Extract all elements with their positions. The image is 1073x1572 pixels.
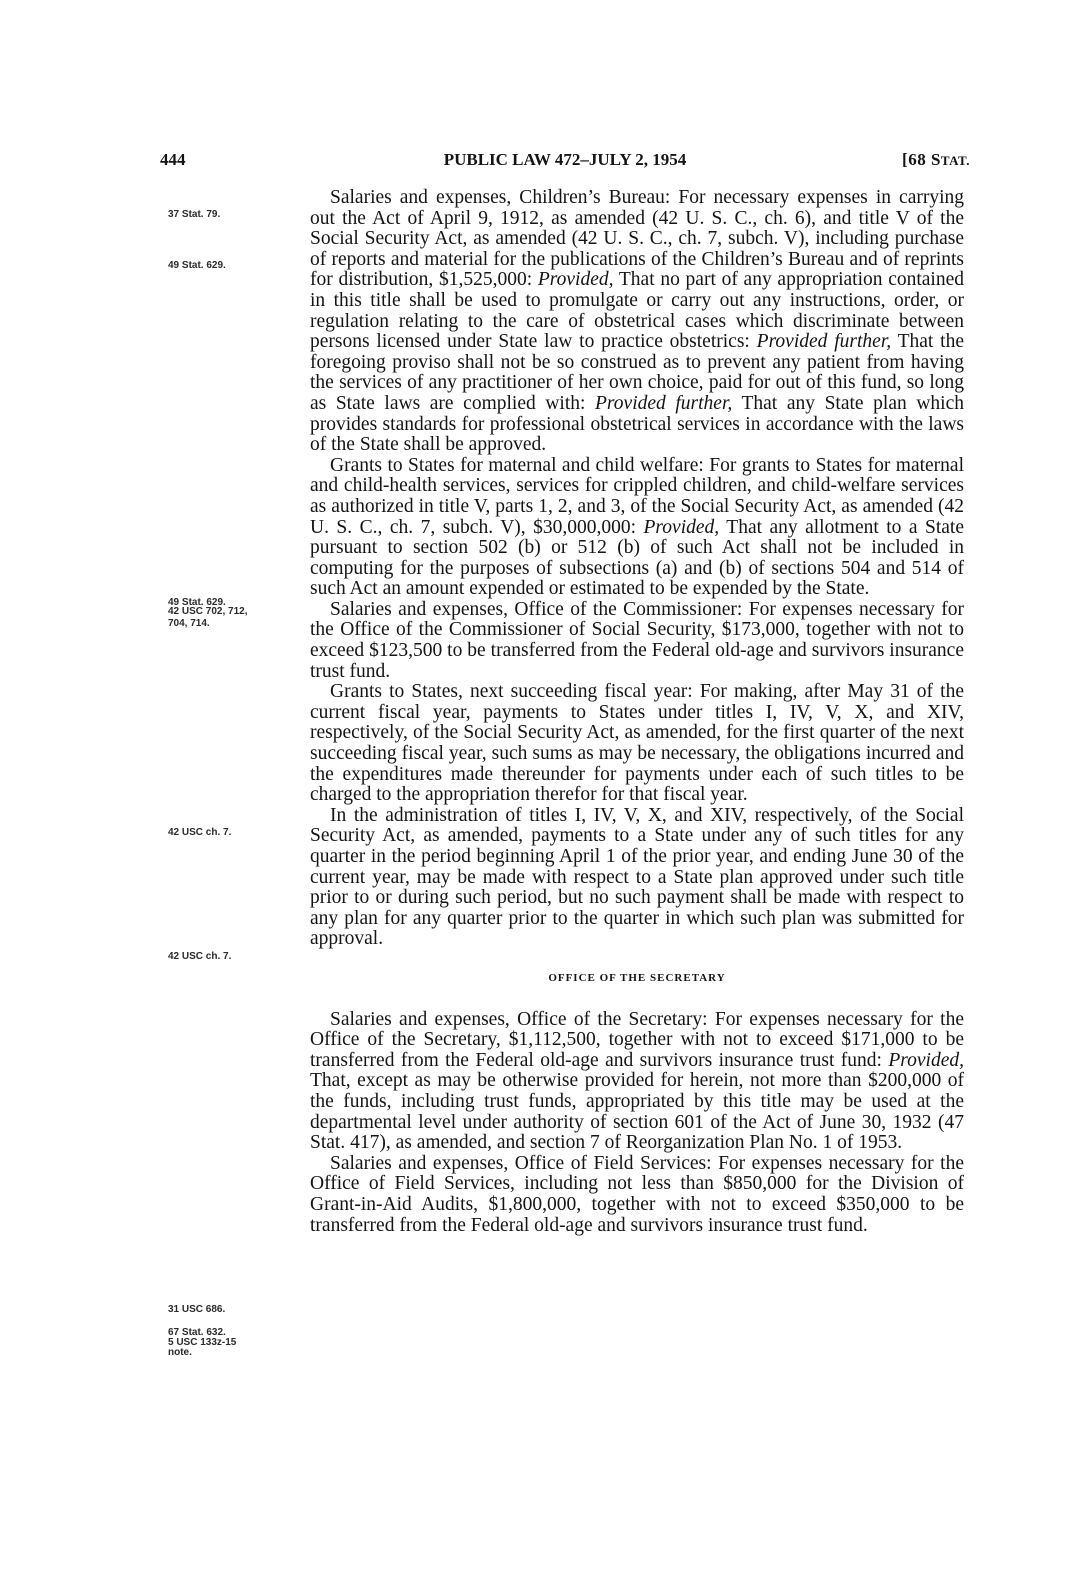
margin-note: 49 Stat. 629. [168,597,226,608]
margin-note: 42 USC ch. 7. [168,827,232,838]
paragraph-office-of-secretary: Salaries and expenses, Office of the Secretary: For expenses necessary for the Office of the Secretary, $1,112,500, together with not to exceed $171,000 to be transferred from the Federal old-age and survivors insurance trust fund: Provided, That, except as may be otherwise provided for herein, not more than $200,000 of the funds, including trust funds, appropriated by this title may be used at the departmental level under authority of section 601 of the Act of June 30, 1932 (47 Stat. 417), as amended, and section 7 of Reorganization Plan No. 1 of 1953. [310,1008,964,1154]
margin-note: 704, 714. [168,618,210,629]
margin-note: 5 USC 133z-15 [168,1337,237,1348]
statute-reference [902,150,970,170]
statute-reference-prefix: [68 S [902,150,941,169]
paragraph-maternal-child-welfare: Grants to States for maternal and child welfare: For grants to States for maternal and child-health services, services for crippled children, and child-welfare services as authorized in title V, parts 1, 2, and 3, of the Social Security Act, as amended (42 U. S. C., ch. 7, subch. V), $30,000,000: Provided, That any allotment to a State pursuant to section 502 (b) or 512 (b) of such Act shall not be included in computing for the purposes of subsections (a) and (b) of sections 504 and 514 of such Act an amount expended or estimated to be expended by the State. [310,454,964,600]
page-number: 444 [160,150,186,169]
section-heading: OFFICE OF THE SECRETARY [548,971,726,984]
running-title: PUBLIC LAW 472–JULY 2, 1954 [443,150,687,169]
margin-note: 42 USC 702, 712, [168,606,248,617]
margin-note: 49 Stat. 629. [168,260,226,271]
page-header [160,150,970,176]
margin-note: 42 USC ch. 7. [168,951,232,962]
body-text [310,188,964,1236]
paragraph-office-of-commissioner: Salaries and expenses, Office of the Commissioner: For expenses necessary for the Office of the Commissioner of Social Security, $173,000, together with not to exceed $123,500 to be transferred from the Federal old-age and survivors insurance trust fund. [310,598,964,682]
paragraph-office-of-field-services: Salaries and expenses, Office of Field Services: For expenses necessary for the Office of Field Services, including not less than $850,000 for the Division of Grant-in-Aid Audits, $1,800,000, together with not to exceed $350,000 to be transferred from the Federal old-age and survivors insurance trust fund. [310,1152,964,1236]
margin-note: 67 Stat. 632. [168,1327,226,1338]
paragraph-childrens-bureau: Salaries and expenses, Children’s Bureau: For necessary expenses in carrying out the Act of April 9, 1912, as amended (42 U. S. C., ch. 6), and title V of the Social Security Act, as amended (42 U. S. C., ch. 7, subch. V), including purchase of reports and material for the publications of the Children’s Bureau and of reprints for distribution, $1,525,000: Provided, That no part of any appropriation contained in this title shall be used to promulgate or carry out any instructions, order, or regulation relating to the care of obstetrical cases which discriminate between persons licensed under State law to practice obstetrics: Provided further, That the foregoing proviso shall not be so construed as to prevent any patient from having the services of any practitioner of her own choice, paid for out of this fund, so long as State laws are complied with: Provided further, That any State plan which provides standards for professional obstetrical services in accordance with the laws of the State shall be approved. [310,187,965,456]
margin-note: 31 USC 686. [168,1304,226,1315]
paragraph-administration-of-titles: In the administration of titles I, IV, V, X, and XIV, respectively, of the Social Security Act, as amended, payments to a State under any of such titles for any quarter in the period beginning April 1 of the prior year, and ending June 30 of the current year, may be made with respect to a State plan approved under such title prior to or during such period, but no such payment shall be made with respect to any plan for any quarter prior to the quarter in which such plan was submitted for approval. [310,804,964,950]
margin-note: note. [168,1347,192,1358]
margin-note: 37 Stat. 79. [168,209,221,220]
paragraph-grants-next-fiscal-year: Grants to States, next succeeding fiscal year: For making, after May 31 of the current fiscal year, payments to States under titles I, IV, V, X, and XIV, respectively, of the Social Security Act, as amended, for the first quarter of the next succeeding fiscal year, such sums as may be necessary, the obligations incurred and the expenditures made thereunder for payments under each of such titles to be charged to the appropriation therefor for that fiscal year. [310,681,964,806]
statute-reference-suffix: TAT. [940,153,970,168]
